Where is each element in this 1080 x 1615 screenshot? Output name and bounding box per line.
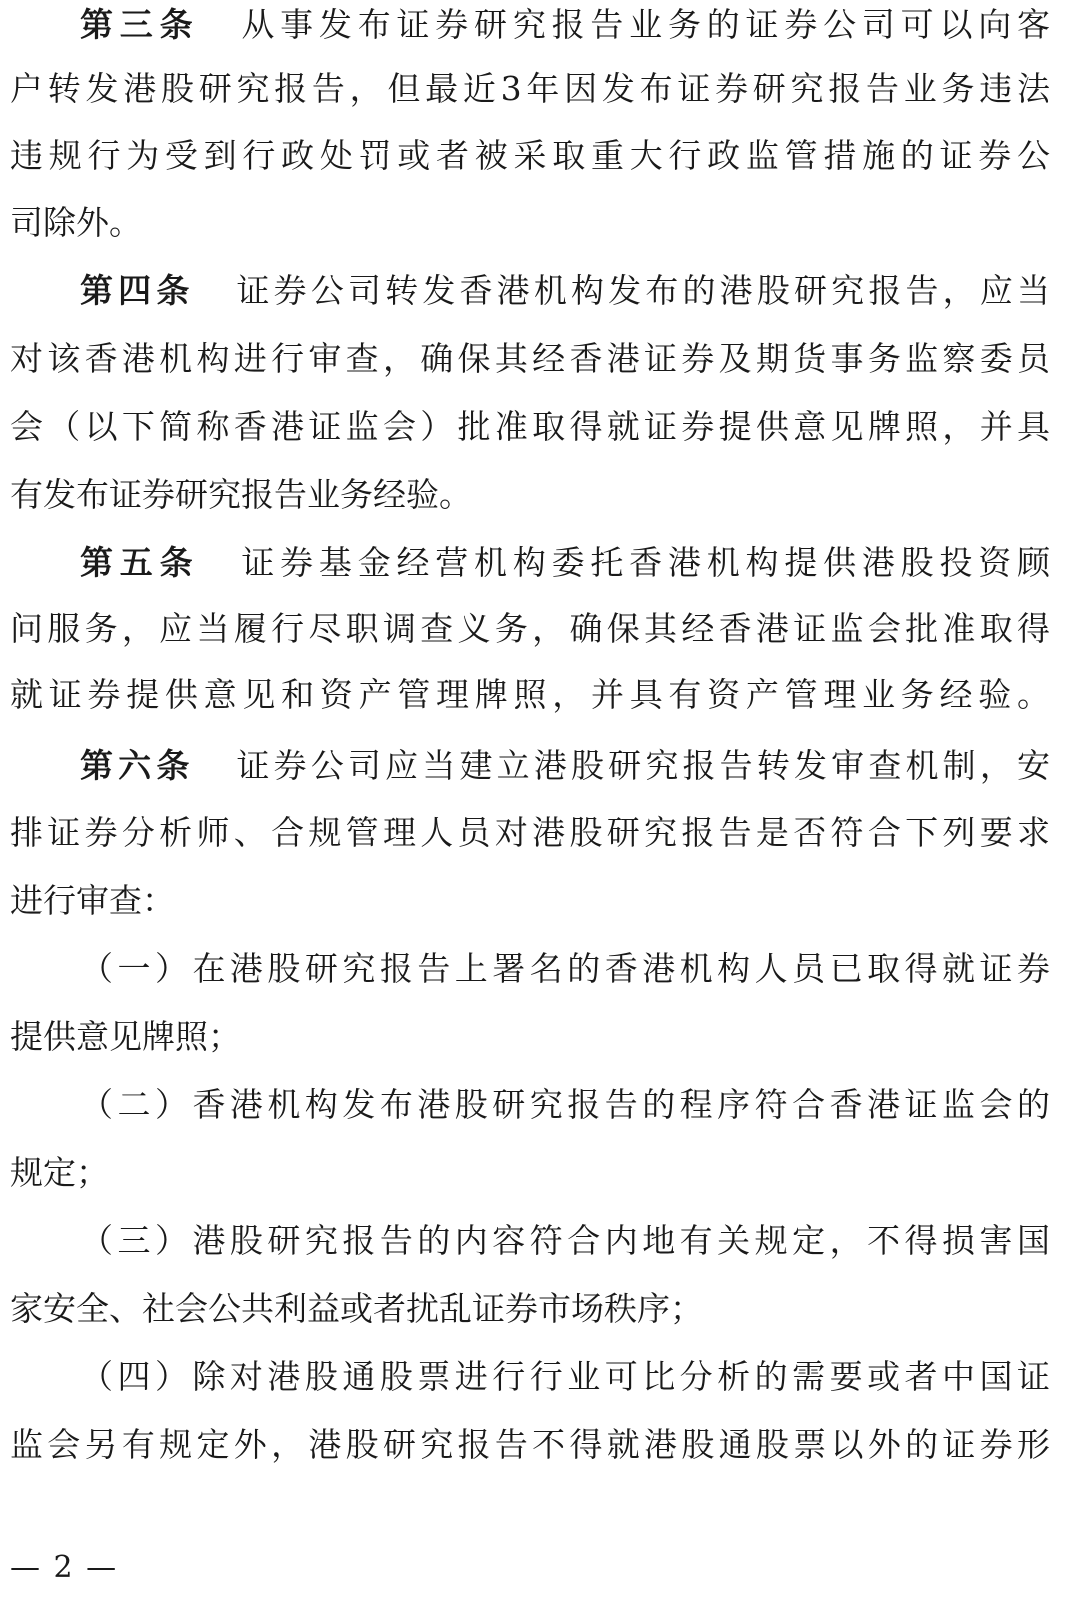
article-4-line-3: 会（以下简称香港证监会）批准取得就证券提供意见牌照，并具 <box>10 407 1050 446</box>
article-6-line-3: 进行审查： <box>10 881 175 920</box>
item-1-line-1: （一）在港股研究报告上署名的香港机构人员已取得就证券 <box>80 949 1050 988</box>
item-3-line-1: （三）港股研究报告的内容符合内地有关规定，不得损害国 <box>80 1221 1050 1260</box>
article-5-line-2: 问服务，应当履行尽职调查义务，确保其经香港证监会批准取得 <box>10 609 1050 648</box>
article-4-line-4: 有发布证券研究报告业务经验。 <box>10 475 472 514</box>
article-3-heading: 第三条 <box>80 5 200 44</box>
item-2-line-2: 规定； <box>10 1153 109 1192</box>
article-6-line-2: 排证券分析师、合规管理人员对港股研究报告是否符合下列要求 <box>10 813 1050 852</box>
article-5-line-1: 第五条 证券基金经营机构委托香港机构提供港股投资顾 <box>80 543 1050 582</box>
item-4-line-1: （四）除对港股通股票进行行业可比分析的需要或者中国证 <box>80 1357 1050 1396</box>
page-number: — 2 — <box>10 1550 119 1585</box>
article-4-heading: 第四条 <box>80 271 195 310</box>
article-5-heading: 第五条 <box>80 543 200 582</box>
article-6-heading: 第六条 <box>80 746 195 785</box>
item-2-line-1: （二）香港机构发布港股研究报告的程序符合香港证监会的 <box>80 1085 1050 1124</box>
item-1-line-2: 提供意见牌照； <box>10 1017 241 1056</box>
article-3-line-2: 户转发港股研究报告，但最近3年因发布证券研究报告业务违法 <box>10 69 1050 108</box>
article-6-line-1: 第六条 证券公司应当建立港股研究报告转发审查机制，安 <box>80 746 1050 785</box>
article-3-line-1: 第三条 从事发布证券研究报告业务的证券公司可以向客 <box>80 5 1050 44</box>
article-3-line-3: 违规行为受到行政处罚或者被采取重大行政监管措施的证券公 <box>10 136 1050 175</box>
article-4-line-1: 第四条 证券公司转发香港机构发布的港股研究报告，应当 <box>80 271 1050 310</box>
article-4-line-2: 对该香港机构进行审查，确保其经香港证券及期货事务监察委员 <box>10 339 1050 378</box>
article-3-line-4: 司除外。 <box>10 203 142 242</box>
item-4-line-2: 监会另有规定外，港股研究报告不得就港股通股票以外的证券形 <box>10 1425 1050 1464</box>
item-3-line-2: 家安全、社会公共利益或者扰乱证券市场秩序； <box>10 1289 703 1328</box>
article-5-line-3: 就证券提供意见和资产管理牌照，并具有资产管理业务经验。 <box>10 675 1050 714</box>
